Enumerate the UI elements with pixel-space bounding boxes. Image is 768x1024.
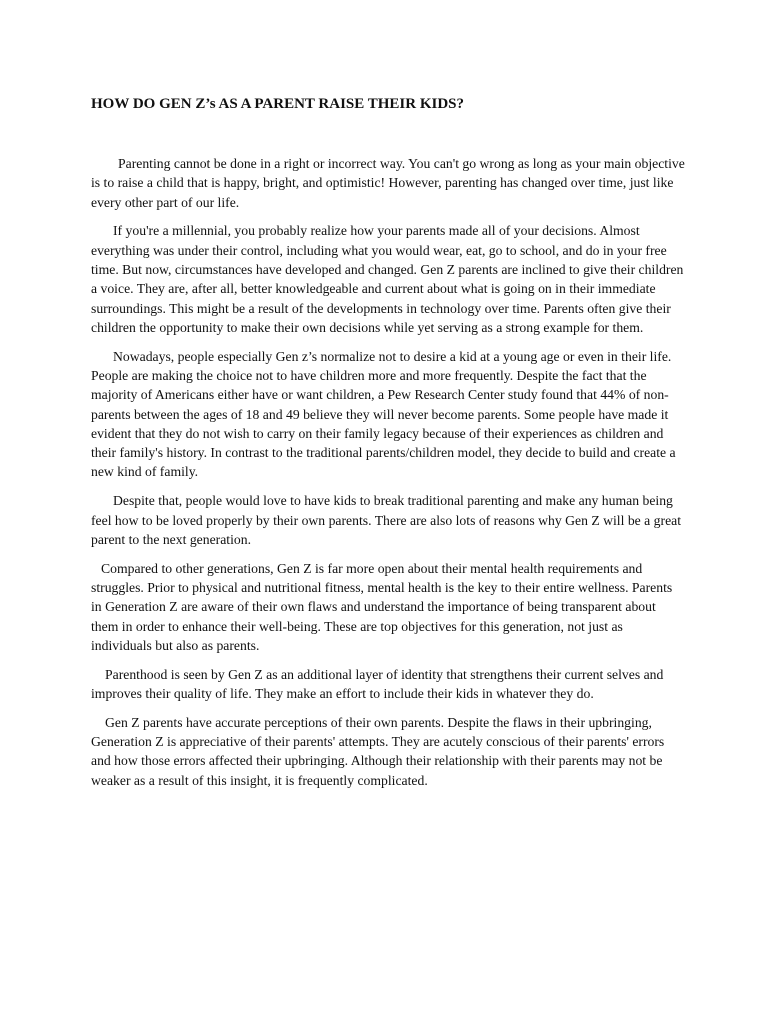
paragraph-nowadays: Nowadays, people especially Gen z’s normalize not to desire a kid at a young age or even in their life. People are making the choice not to have children more and more frequently. Despite the fact that the majority of Americans either have or want children, a Pew Research Center study found that 44% of non-parents between the ages of 18 and 49 believe they will never become parents. Some people have made it evident that they do not wish to carry on their family legacy because of their experiences as children and their family's history. In contrast to the traditional parents/children model, they decide to build and create a new kind of family. [91,348,676,480]
document-title: HOW DO GEN Z’s AS A PARENT RAISE THEIR KIDS? [91,96,465,112]
paragraph-millennial: If you're a millennial, you probably realize how your parents made all of your decisions. Almost everything was under their control, including what you would wear, eat, go to school, and do in your free time. But now, circumstances have developed and changed. Gen Z parents are inclined to give their children a voice. They are, after all, better knowledgeable and current about what is going on in their immediate surroundings. This might be a result of the developments in technology over time. Parents often give their children the opportunity to make their own decisions while yet serving as a strong example for them. [91,223,684,335]
paragraph-parenthood-identity: Parenthood is seen by Gen Z as an additional layer of identity that strengthens their current selves and improves their quality of life. They make an effort to include their kids in whatever they do. [91,666,664,701]
paragraph-mental-health: Compared to other generations, Gen Z is far more open about their mental health requirements and struggles. Prior to physical and nutritional fitness, mental health is the key to their entire wellness. Parents in Generation Z are aware of their own flaws and understand the importance of being transparent about them in order to enhance their well-being. These are top objectives for this generation, not just as individuals but also as parents. [91,560,673,653]
paragraph-despite-that: Despite that, people would love to have kids to break traditional parenting and make any human being feel how to be loved properly by their own parents. There are also lots of reasons why Gen Z will be a great parent to the next generation. [91,493,682,547]
paragraph-perceptions: Gen Z parents have accurate perceptions of their own parents. Despite the flaws in their upbringing, Generation Z is appreciative of their parents' attempts. They are acutely conscious of their parents' errors and how those errors affected their upbringing. Although their relationship with their parents may not be weaker as a result of this insight, it is frequently complicated. [91,714,665,788]
document-body [91,154,685,799]
paragraph-parenting-intro: Parenting cannot be done in a right or incorrect way. You can't go wrong as long as your main objective is to raise a child that is happy, bright, and optimistic! However, parenting has changed over time, just like every other part of our life. [91,156,685,210]
